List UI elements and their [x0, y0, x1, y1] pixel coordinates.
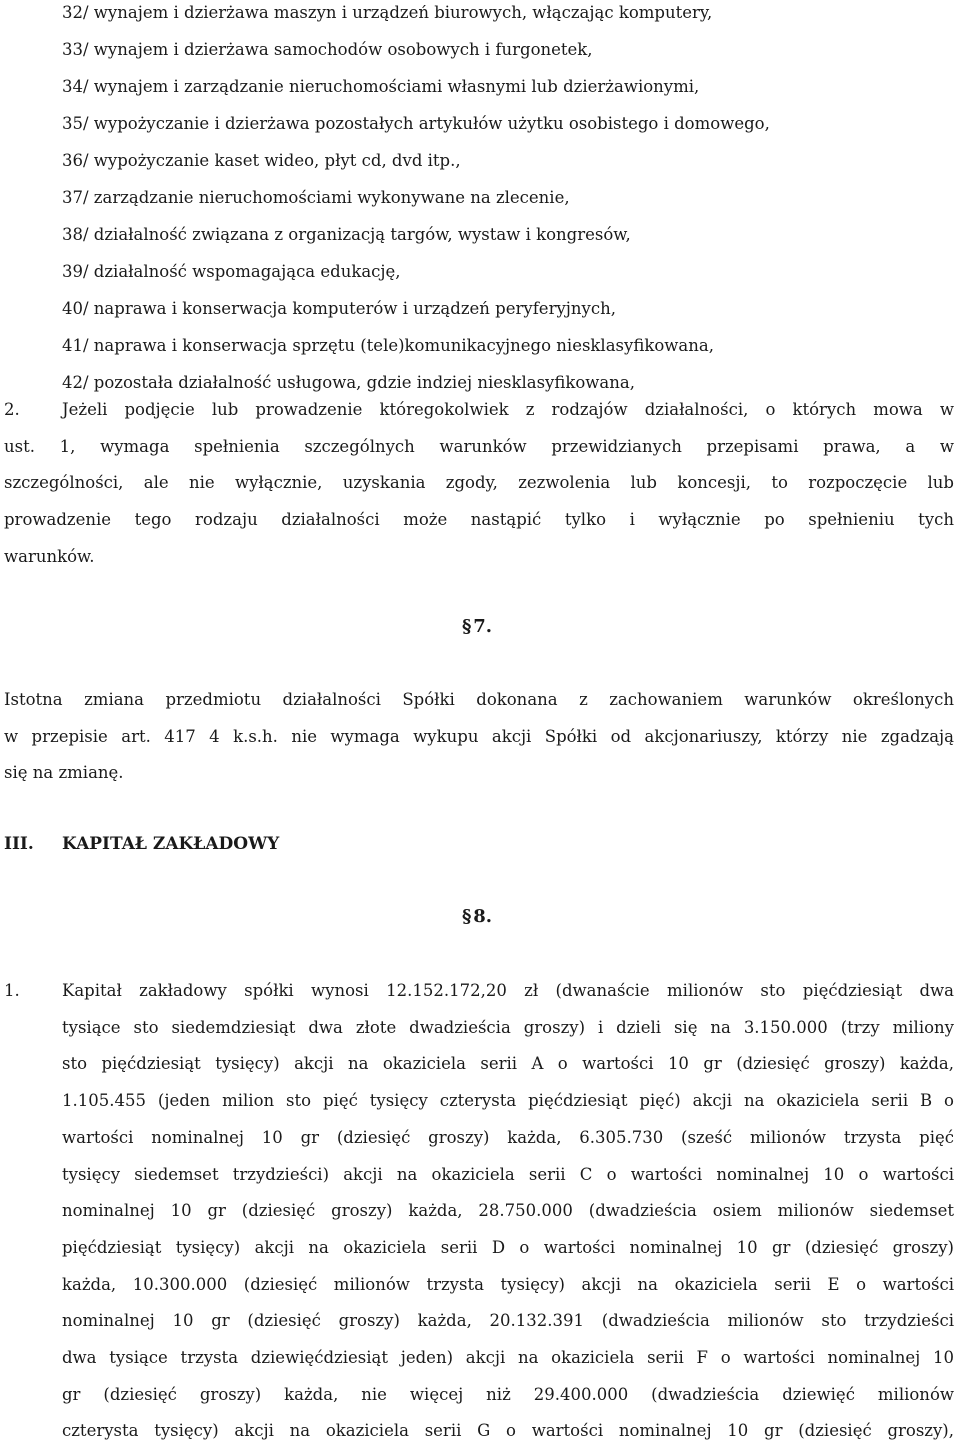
- paragraph-line: gr (dziesięć groszy) każda, nie więcej niż 29.400.000 (dwadzieścia dziewięć milionów: [62, 1384, 954, 1404]
- paragraph-line: warunków.: [4, 546, 95, 566]
- list-item: 39/ działalność wspomagająca edukację,: [62, 262, 401, 281]
- paragraph-line: prowadzenie tego rodzaju działalności może nastąpić tylko i wyłącznie po spełnieniu tych: [4, 510, 954, 530]
- list-item: 40/ naprawa i konserwacja komputerów i urządzeń peryferyjnych,: [62, 299, 616, 318]
- paragraph-line: ust. 1, wymaga spełnienia szczególnych warunków przewidzianych przepisami prawa, a w: [4, 436, 954, 456]
- list-item: 34/ wynajem i zarządzanie nieruchomościami własnymi lub dzierżawionymi,: [62, 77, 700, 96]
- paragraph-line: tysięcy siedemset trzydzieści) akcji na okaziciela serii C o wartości nominalnej 10 o wartości: [62, 1164, 954, 1184]
- point-number: 2.: [4, 400, 20, 419]
- paragraph-line: pięćdziesiąt tysięcy) akcji na okaziciela serii D o wartości nominalnej 10 gr (dziesięć groszy): [62, 1237, 954, 1257]
- section-7-heading: § 7.: [462, 616, 493, 637]
- section-7-paragraph: [4, 682, 954, 792]
- list-item: 38/ działalność związana z organizacją targów, wystaw i kongresów,: [62, 225, 631, 244]
- list-item: 35/ wypożyczanie i dzierżawa pozostałych artykułów użytku osobistego i domowego,: [62, 114, 770, 133]
- list-item: 36/ wypożyczanie kaset wideo, płyt cd, dvd itp.,: [62, 151, 461, 170]
- section-8-label: 8.: [473, 906, 493, 927]
- list-item: 33/ wynajem i dzierżawa samochodów osobowych i furgonetek,: [62, 40, 593, 59]
- point-2-paragraph: [4, 392, 954, 576]
- paragraph-line: się na zmianę.: [4, 763, 124, 783]
- paragraph-line: Jeżeli podjęcie lub prowadzenie któregokolwiek z rodzajów działalności, o których mowa w: [62, 400, 954, 419]
- chapter-number: III.: [4, 834, 34, 854]
- list-item: 32/ wynajem i dzierżawa maszyn i urządzeń biurowych, włączając komputery,: [62, 3, 713, 22]
- section-7-label: 7.: [473, 616, 493, 637]
- paragraph-line: czterysta tysięcy) akcji na okaziciela serii G o wartości nominalnej 10 gr (dziesięć groszy),: [62, 1421, 954, 1441]
- section-8-heading: § 8.: [462, 906, 493, 927]
- list-item: 37/ zarządzanie nieruchomościami wykonywane na zlecenie,: [62, 188, 570, 207]
- paragraph-line: Kapitał zakładowy spółki wynosi 12.152.172,20 zł (dwanaście milionów sto pięćdziesiąt dwa: [62, 981, 954, 1000]
- paragraph-line: nominalnej 10 gr (dziesięć groszy) każda, 20.132.391 (dwadzieścia milionów sto trzydzieści: [62, 1311, 954, 1331]
- paragraph-line: sto pięćdziesiąt tysięcy) akcji na okaziciela serii A o wartości 10 gr (dziesięć groszy) każda,: [62, 1054, 954, 1074]
- paragraph-line: w przepisie art. 417 4 k.s.h. nie wymaga wykupu akcji Spółki od akcjonariuszy, którzy nie zgadzają: [4, 726, 954, 746]
- list-item: 41/ naprawa i konserwacja sprzętu (tele)komunikacyjnego niesklasyfikowana,: [62, 336, 714, 355]
- list-item: 42/ pozostała działalność usługowa, gdzie indziej niesklasyfikowana,: [62, 373, 635, 392]
- chapter-title: KAPITAŁ ZAKŁADOWY: [62, 834, 280, 854]
- paragraph-line: dwa tysiące trzysta dziewięćdziesiąt jeden) akcji na okaziciela serii F o wartości nominalnej 10: [62, 1348, 954, 1368]
- paragraph-line: 1.105.455 (jeden milion sto pięć tysięcy czterysta pięćdziesiąt pięć) akcji na okaziciela serii B o: [62, 1091, 954, 1111]
- section-8-paragraph: [62, 973, 954, 1450]
- paragraph-line: tysiące sto siedemdziesiąt dwa złote dwadzieścia groszy) i dzieli się na 3.150.000 (trzy miliony: [62, 1017, 954, 1037]
- paragraph-line: szczególności, ale nie wyłącznie, uzyskania zgody, zezwolenia lub koncesji, to rozpoczęcie lub: [4, 473, 954, 493]
- paragraph-line: każda, 10.300.000 (dziesięć milionów trzysta tysięcy) akcji na okaziciela serii E o wartości: [62, 1274, 954, 1294]
- paragraph-line: Istotna zmiana przedmiotu działalności Spółki dokonana z zachowaniem warunków określonych: [4, 690, 954, 709]
- paragraph-line: nominalnej 10 gr (dziesięć groszy) każda, 28.750.000 (dwadzieścia osiem milionów siedemset: [62, 1201, 954, 1221]
- paragraph-line: wartości nominalnej 10 gr (dziesięć groszy) każda, 6.305.730 (sześć milionów trzysta pięć: [62, 1127, 954, 1147]
- point-number: 1.: [4, 981, 20, 1000]
